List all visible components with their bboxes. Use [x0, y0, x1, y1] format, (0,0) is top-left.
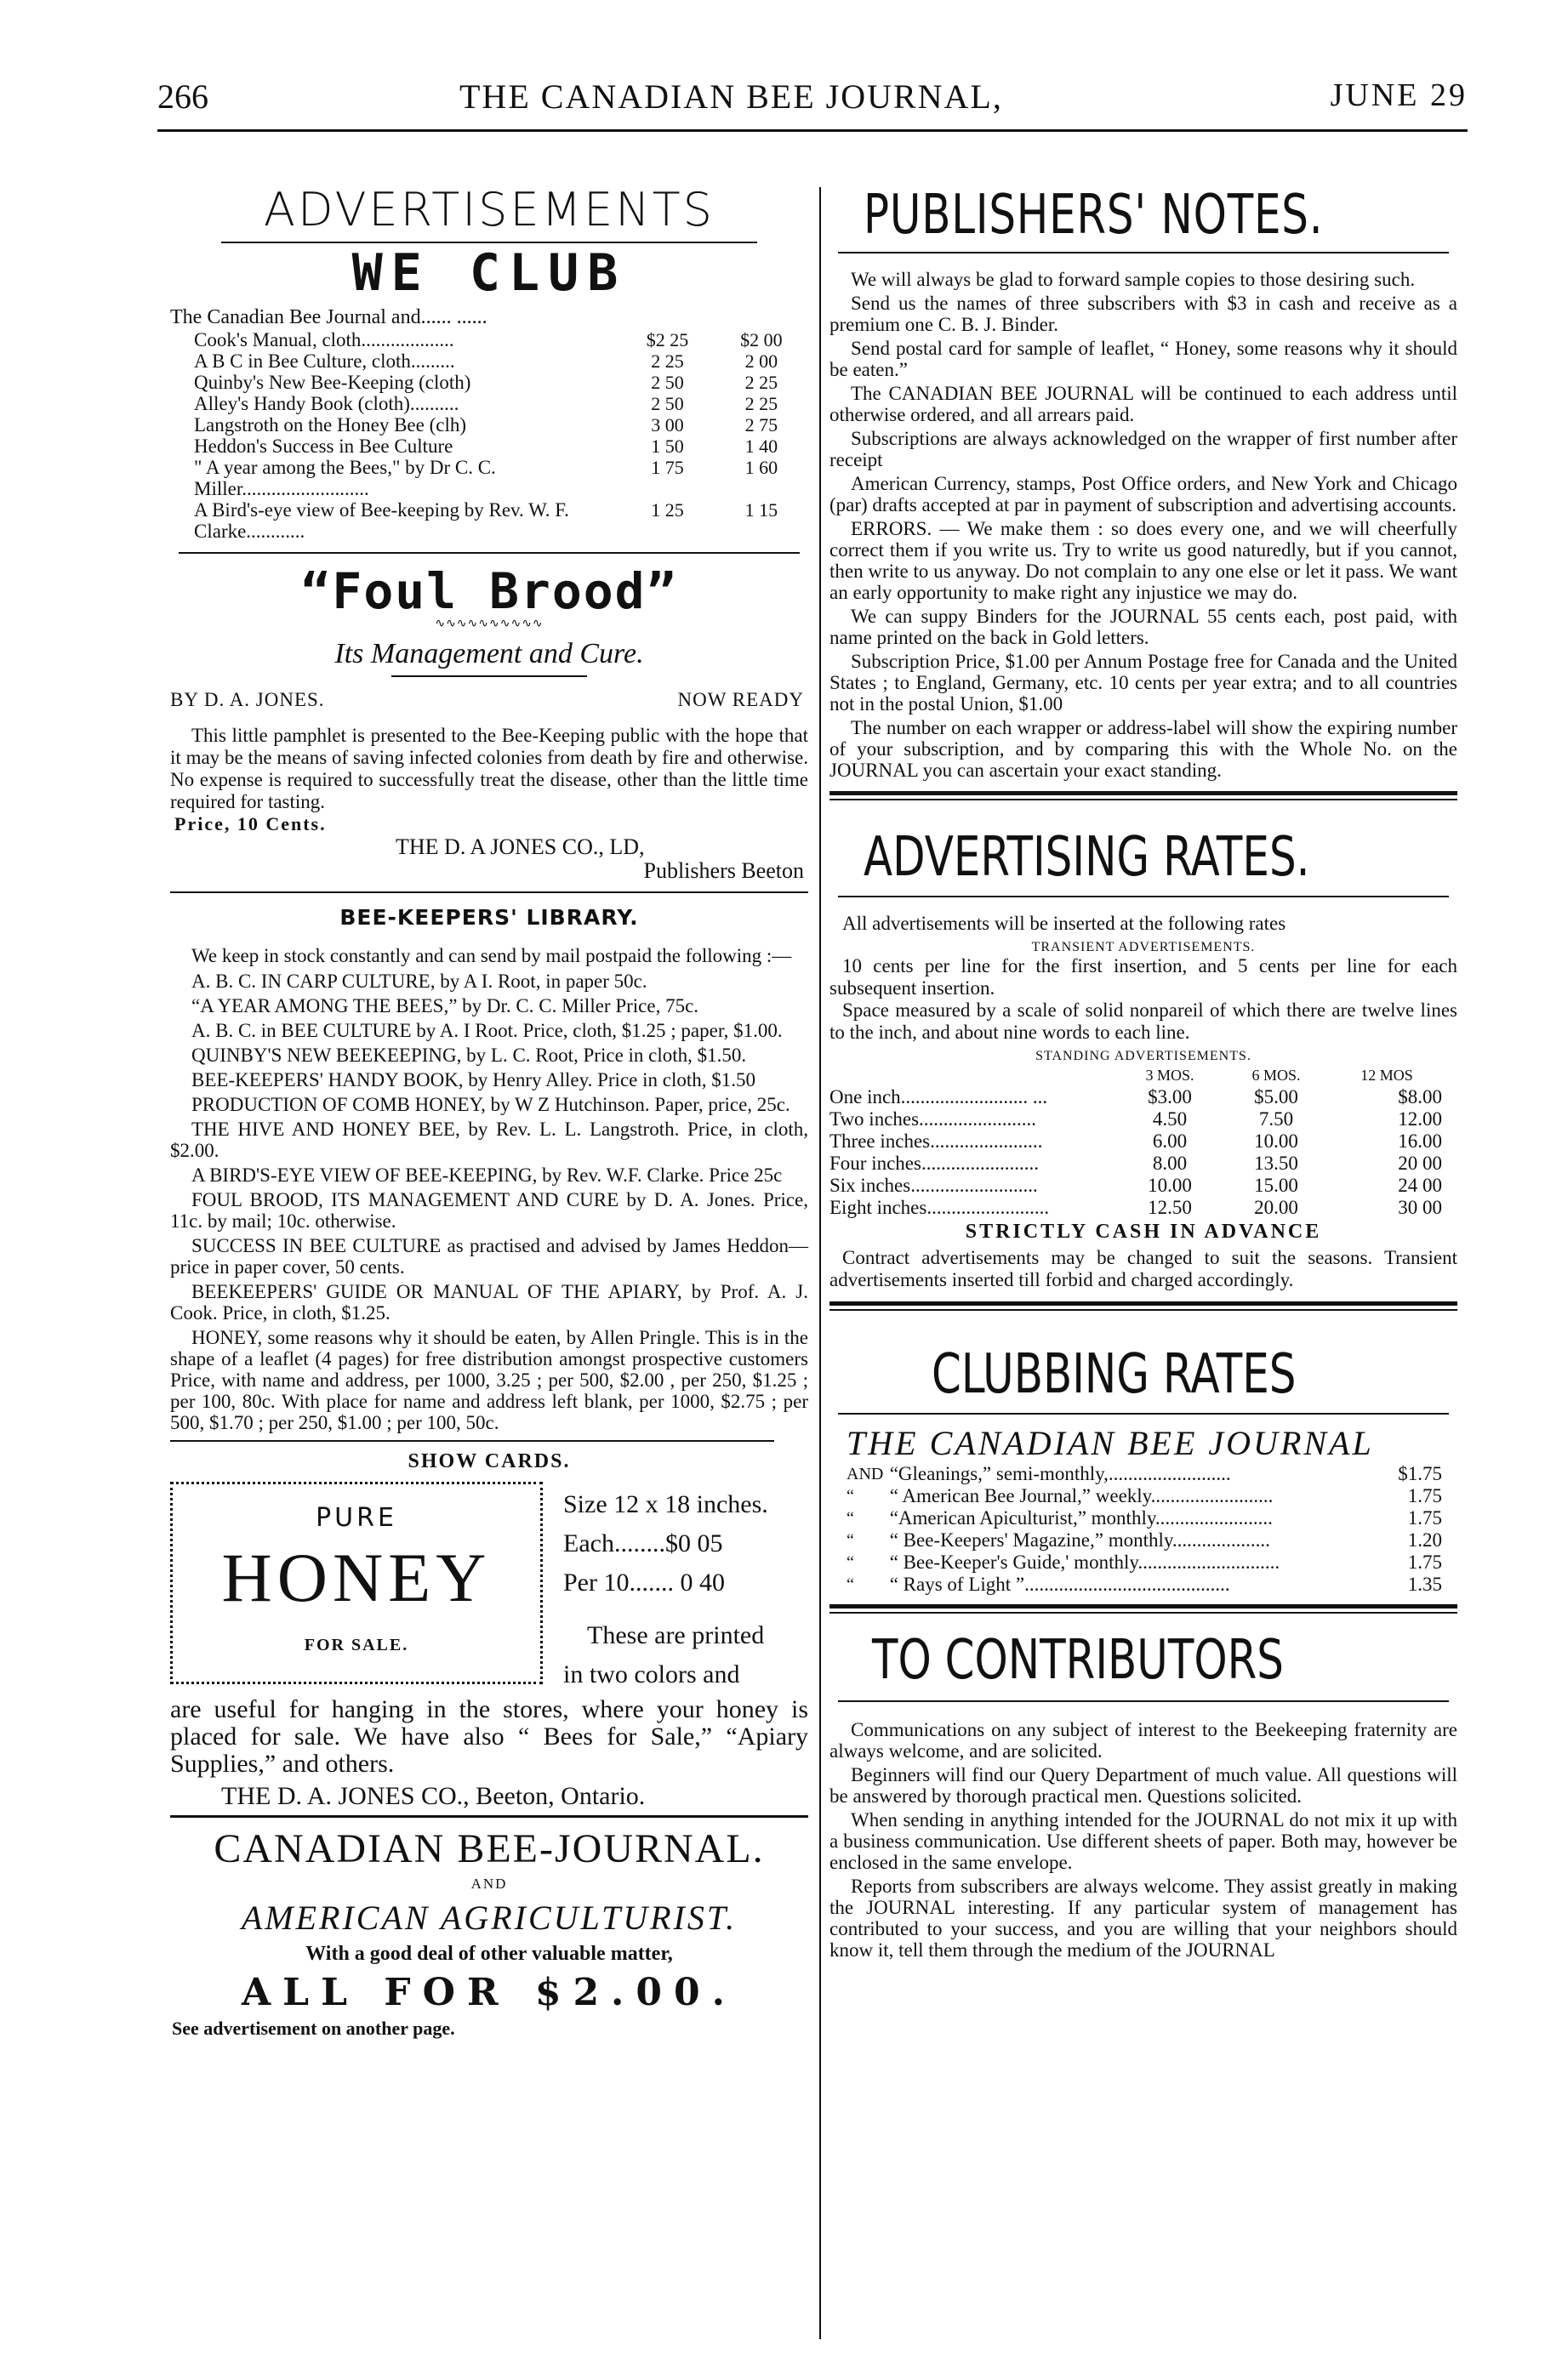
pub-rule	[838, 252, 1449, 253]
contributors-notes	[829, 1719, 1457, 1961]
publishers-note: We will always be glad to forward sample copies to those desiring such.	[851, 269, 1416, 290]
clubbing-price: 1.35	[1407, 1574, 1442, 1595]
club-journal-title: THE CANADIAN BEE JOURNAL	[847, 1424, 1374, 1462]
cbj-see: See advertisement on another page.	[172, 2018, 455, 2039]
library-intro: We keep in stock constantly and can send by mail postpaid the following :—	[191, 945, 792, 966]
rate-3mos: 12.50	[1148, 1197, 1192, 1218]
library-item: A. B. C. IN CARP CULTURE, by A I. Root, in paper 50c.	[191, 971, 647, 992]
transient-title: TRANSIENT ADVERTISEMENTS.	[1031, 940, 1256, 954]
now-ready: NOW READY	[677, 689, 804, 710]
club-price-a: 1 75	[651, 457, 684, 478]
adv-intro: All advertisements will be inserted at the following rates	[842, 913, 1286, 934]
club-price-a: 1 50	[651, 436, 684, 457]
clubbing-name	[890, 1529, 1373, 1552]
clubbing-name	[890, 1507, 1373, 1529]
contributors-note: Beginners will find our Query Department of much value. All questions will be answered by thorough practical men. Questions solicited.	[829, 1764, 1457, 1807]
card-two-colors: in two colors and	[563, 1660, 740, 1688]
publishers-note: Send postal card for sample of leaflet, “ Honey, some reasons why it should be eaten.”	[829, 338, 1457, 380]
header-rule	[157, 129, 1468, 132]
foul-publisher-place: Publishers Beeton	[643, 858, 804, 883]
show-body: are useful for hanging in the stores, where your honey is placed for sale. We have also “ Bees for Sale,” “Apiary Supplies,” and others.	[170, 1695, 808, 1778]
rate-6mos: 10.00	[1254, 1130, 1298, 1152]
club-end-rule-thin	[829, 1612, 1457, 1614]
club-price-b: 1 40	[744, 436, 778, 457]
rate-6mos: 15.00	[1254, 1175, 1298, 1196]
clubbing-row	[847, 1507, 1442, 1529]
cbj-agriculturist: AMERICAN AGRICULTURIST.	[241, 1899, 738, 1937]
adv-rule	[838, 896, 1449, 897]
rate-3mos: $3.00	[1148, 1086, 1192, 1107]
club-price-b: $2 00	[740, 329, 783, 350]
card-printed: These are printed	[587, 1621, 765, 1649]
club-row	[194, 457, 808, 499]
clubbing-rates-heading: CLUBBING RATES	[932, 1343, 1297, 1406]
cbj-price: ALL FOR $2.00.	[242, 1971, 737, 2014]
clubbing-name-text: “Gleanings,” semi-monthly,.........................	[889, 1463, 1231, 1484]
contributors-heading: TO CONTRIBUTORS	[872, 1629, 1284, 1692]
standing-title: STANDING ADVERTISEMENTS.	[1035, 1049, 1251, 1063]
rate-row	[829, 1153, 1442, 1175]
rate-row	[829, 1175, 1442, 1197]
clubbing-prefix: “	[847, 1553, 854, 1572]
club-price-b: 2 00	[744, 350, 778, 372]
foul-price: Price, 10 Cents.	[174, 813, 327, 834]
clubbing-prefix: “	[847, 1509, 854, 1528]
clubbing-price: 1.75	[1407, 1552, 1442, 1573]
clubbing-name	[890, 1574, 1373, 1596]
club-price-b: 2 75	[744, 414, 778, 436]
clubbing-prefix: “	[847, 1575, 854, 1594]
club-price-a: 1 25	[651, 499, 684, 521]
clubbing-row	[847, 1529, 1442, 1552]
library-item: “A YEAR AMONG THE BEES,” by Dr. C. C. Miller Price, 75c.	[191, 995, 699, 1016]
clubbing-row	[847, 1552, 1442, 1574]
library-list	[170, 971, 808, 1433]
library-rule	[170, 1440, 774, 1442]
advertisements-heading: ADVERTISEMENTS	[264, 183, 715, 236]
foul-brood-title: “Foul Brood”	[300, 562, 678, 620]
club-row	[194, 414, 808, 436]
publishers-note: The number on each wrapper or address-label will show the expiring number of your subscription, and by comparing this with the Whole No. on the JOURNAL you can ascertain your exact standing.	[829, 717, 1457, 781]
club-price-a: 2 25	[651, 350, 684, 372]
rate-6mos: 13.50	[1254, 1153, 1298, 1174]
club-price-b: 2 25	[744, 393, 778, 414]
club-item-name: Quinby's New Bee-Keeping (cloth)	[194, 372, 471, 393]
adv-end-rule-thin	[829, 1309, 1457, 1311]
rate-6mos: $5.00	[1254, 1086, 1298, 1107]
clubbing-name	[890, 1485, 1373, 1507]
clubbing-row	[847, 1485, 1442, 1507]
library-item: PRODUCTION OF COMB HONEY, by W Z Hutchinson. Paper, price, 25c.	[191, 1094, 790, 1115]
club-row	[194, 393, 808, 414]
clubbing-name-text: “ Rays of Light ”..........................................	[889, 1574, 1230, 1595]
publishers-note: Subscription Price, $1.00 per Annum Postage free for Canada and the United States ; to England, Germany, etc. 10 cents per year extra; and to all countries not in the postal Union, $1.00	[829, 651, 1457, 715]
issue-date: JUNE 29	[1330, 77, 1468, 113]
library-item: BEE-KEEPERS' HANDY BOOK, by Henry Alley. Price in cloth, $1.50	[191, 1069, 755, 1090]
card-for-sale: FOR SALE.	[304, 1636, 409, 1654]
club-row	[194, 329, 808, 350]
card-size: Size 12 x 18 inches.	[563, 1490, 768, 1518]
rate-12mos: $8.00	[1398, 1086, 1442, 1107]
club-price-a: 3 00	[651, 414, 684, 436]
publishers-note: We can suppy Binders for the JOURNAL 55 cents each, post paid, with name printed on the back in Gold letters.	[829, 606, 1457, 648]
club-table	[194, 329, 808, 542]
rate-12mos: 20 00	[1398, 1153, 1442, 1174]
rate-header-6mos: 6 MOS.	[1251, 1067, 1301, 1084]
we-club-title: WE CLUB	[351, 243, 627, 303]
rate-label: Four inches........................	[829, 1153, 1039, 1174]
clubbing-name-text: “ American Bee Journal,” weekly.........................	[889, 1485, 1274, 1506]
strictly-cash: STRICTLY CASH IN ADVANCE	[965, 1221, 1322, 1243]
club-item-name: " A year among the Bees," by Dr C. C. Miller..........................	[194, 457, 496, 499]
club-price-a: 2 50	[651, 372, 684, 393]
rate-label: Two inches........................	[829, 1108, 1037, 1130]
cbj-title: CANADIAN BEE-JOURNAL.	[214, 1826, 765, 1871]
foul-brood-subtitle: Its Management and Cure.	[334, 638, 644, 669]
rate-label: One inch.......................... ...	[829, 1086, 1048, 1107]
library-item: A BIRD'S-EYE VIEW OF BEE-KEEPING, by Rev. W.F. Clarke. Price 25c	[191, 1164, 783, 1186]
honey-card	[170, 1482, 543, 1684]
clubbing-row	[847, 1574, 1442, 1596]
pub-end-rule-thick	[829, 791, 1457, 795]
club-end-rule-thick	[829, 1604, 1457, 1608]
rate-header-12mos: 12 MOS	[1360, 1067, 1413, 1084]
clubbing-name	[890, 1463, 1373, 1485]
right-column	[829, 145, 1457, 1961]
clubbing-price: 1.20	[1407, 1529, 1442, 1551]
rate-6mos: 20.00	[1254, 1197, 1298, 1218]
clubbing-name-text: “American Apiculturist,” monthly........................	[889, 1507, 1273, 1529]
rate-header-3mos: 3 MOS.	[1145, 1067, 1194, 1084]
club-row	[194, 350, 808, 372]
advertising-rates-heading: ADVERTISING RATES.	[864, 826, 1310, 889]
show-cards-title: SHOW CARDS.	[408, 1450, 571, 1472]
club-item-name: A Bird's-eye view of Bee-keeping by Rev. W. F. Clarke............	[194, 499, 569, 542]
space-body: Space measured by a scale of solid nonpareil of which there are twelve lines to the inch, and about nine words to each line.	[829, 999, 1457, 1043]
rate-6mos: 7.50	[1258, 1108, 1294, 1130]
clubbing-prefix: “	[847, 1531, 854, 1550]
publishers-note: Subscriptions are always acknowledged on the wrapper of first number after receipt	[829, 428, 1457, 470]
contributors-note: Reports from subscribers are always welcome. They assist greatly in making the JOURNAL interesting. If any particular system of management has contributed to your success, and you are willing that your neighbors should know it, tell them through the medium of the JOURNAL	[829, 1876, 1457, 1961]
rate-12mos: 30 00	[1398, 1197, 1442, 1218]
clubbing-row	[847, 1463, 1442, 1485]
club-price-a: 2 50	[651, 393, 684, 414]
library-item: THE HIVE AND HONEY BEE, by Rev. L. L. Langstroth. Price, in cloth, $2.00.	[170, 1119, 808, 1161]
cbj-with: With a good deal of other valuable matter,	[305, 1943, 673, 1965]
club-item-name: Heddon's Success in Bee Culture	[194, 436, 453, 457]
clubbing-price: 1.75	[1407, 1485, 1442, 1506]
contract-body: Contract advertisements may be changed to suit the seasons. Transient advertisements inserted till forbid and charged accordingly.	[829, 1247, 1457, 1290]
show-rule	[170, 1815, 808, 1818]
club-price-b: 2 25	[744, 372, 778, 393]
show-card-block	[170, 1477, 808, 1696]
club-row	[194, 436, 808, 457]
club-item-name: Langstroth on the Honey Bee (clh)	[194, 414, 466, 436]
library-item: FOUL BROOD, ITS MANAGEMENT AND CURE by D. A. Jones. Price, 11c. by mail; 10c. otherwise.	[170, 1189, 808, 1232]
publishers-note: American Currency, stamps, Post Office orders, and New York and Chicago (par) drafts accepted at par in payment of subscription and advertising accounts.	[829, 473, 1457, 515]
card-each: Each........$0 05	[563, 1529, 723, 1557]
contributors-note: When sending in anything intended for the JOURNAL do not mix it up with a business communication. Use different sheets of paper. Both may, however be enclosed in the same envelope.	[829, 1809, 1457, 1873]
publishers-notes-heading: PUBLISHERS' NOTES.	[864, 184, 1324, 247]
cbj-and: AND	[470, 1876, 508, 1892]
rate-label: Eight inches.........................	[829, 1197, 1050, 1218]
column-divider	[819, 187, 821, 2339]
foul-publisher: THE D. A JONES CO., LD,	[396, 834, 645, 859]
foul-author: BY D. A. JONES.	[170, 689, 325, 710]
clubbing-prefix: “	[847, 1487, 854, 1506]
clubbing-name	[890, 1552, 1373, 1574]
transient-body: 10 cents per line for the first insertion, and 5 cents per line for each subsequent insertion.	[829, 955, 1457, 999]
club-rule	[179, 552, 800, 554]
rate-label: Three inches.......................	[829, 1130, 1043, 1152]
author-line	[170, 689, 808, 720]
club-price-b: 1 60	[744, 457, 778, 478]
rate-row	[829, 1197, 1442, 1219]
clubbing-price: 1.75	[1407, 1507, 1442, 1529]
rate-3mos: 8.00	[1152, 1153, 1188, 1174]
rate-label: Six inches..........................	[829, 1175, 1038, 1196]
contributors-note: Communications on any subject of interest to the Beekeeping fraternity are always welcome, and are solicited.	[829, 1719, 1457, 1762]
publishers-note: ERRORS. — We make them : so does every one, and we will cheerfully correct them if you write us. Try to write us good naturedly, but if you cannot, then write to us anyway. Do not complain to any one else or let it pass. We want an early opportunity to make right any injustice we may do.	[829, 518, 1457, 603]
club-rule-right	[838, 1413, 1449, 1415]
rate-12mos: 24 00	[1398, 1175, 1442, 1196]
library-title: BEE-KEEPERS' LIBRARY.	[339, 905, 639, 930]
adv-end-rule-thick	[829, 1301, 1457, 1306]
subtitle-rule	[391, 675, 587, 677]
wave-ornament: ∿∿∿∿∿∿∿∿∿∿	[435, 618, 544, 630]
foul-body: This little pamphlet is presented to the Bee-Keeping public with the hope that it may be the means of saving infected colonies from death by fire and otherwise. No expense is required to successfully treat the disease, other than the little time required for tasting.	[170, 725, 808, 812]
rate-row	[829, 1108, 1442, 1130]
club-item-name: Alley's Handy Book (cloth)..........	[194, 393, 459, 414]
card-honey: HONEY	[221, 1539, 492, 1616]
rate-12mos: 16.00	[1398, 1130, 1442, 1152]
clubbing-table	[847, 1463, 1442, 1596]
pub-end-rule-thin	[829, 799, 1457, 800]
club-price-b: 1 15	[744, 499, 778, 521]
publishers-note: Send us the names of three subscribers with $3 in cash and receive as a premium one C. B. J. Binder.	[829, 293, 1457, 335]
club-intro: The Canadian Bee Journal and...... ......	[170, 306, 487, 328]
library-item: QUINBY'S NEW BEEKEEPING, by L. C. Root, Price in cloth, $1.50.	[191, 1045, 747, 1066]
contrib-rule	[838, 1700, 1449, 1702]
library-item: HONEY, some reasons why it should be eaten, by Allen Pringle. This is in the shape of a leaflet (4 pages) for free distribution amongst prospective customers Price, with name and address, per 1000, 3.25 ; per 500, $2.00 , per 250, $1.25 ; per 100, 80c. With place for name and address left blank, per 1000, $2.75 ; per 500, $1.70 ; per 250, $1.00 ; per 100, 50c.	[170, 1327, 808, 1433]
club-item-name: A B C in Bee Culture, cloth.........	[194, 350, 455, 372]
clubbing-name-text: “ Bee-Keeper's Guide,' monthly.............................	[889, 1552, 1280, 1573]
library-item: BEEKEEPERS' GUIDE OR MANUAL OF THE APIARY, by Prof. A. J. Cook. Price, in cloth, $1.25.	[170, 1281, 808, 1324]
club-row	[194, 372, 808, 393]
clubbing-name-text: “ Bee-Keepers' Magazine,” monthly....................	[889, 1529, 1270, 1551]
clubbing-prefix: AND	[847, 1465, 884, 1483]
rate-3mos: 4.50	[1152, 1108, 1188, 1130]
journal-title: THE CANADIAN BEE JOURNAL,	[459, 77, 1003, 116]
library-item: SUCCESS IN BEE CULTURE as practised and advised by James Heddon—price in paper cover, 50 cents.	[170, 1235, 808, 1278]
show-publisher: THE D. A. JONES CO., Beeton, Ontario.	[221, 1782, 646, 1810]
rate-row	[829, 1130, 1442, 1153]
club-row	[194, 499, 808, 542]
club-item-name: Cook's Manual, cloth...................	[194, 329, 454, 350]
rates-table	[829, 1064, 1442, 1219]
left-column	[170, 145, 808, 2040]
publishers-notes	[829, 269, 1457, 781]
page-number: 266	[157, 77, 208, 116]
rate-3mos: 10.00	[1148, 1175, 1192, 1196]
foul-rule	[170, 891, 808, 893]
clubbing-price: $1.75	[1398, 1463, 1442, 1484]
rate-12mos: 12.00	[1398, 1108, 1442, 1130]
library-item: A. B. C. in BEE CULTURE by A. I Root. Price, cloth, $1.25 ; paper, $1.00.	[191, 1020, 783, 1041]
publishers-note: The CANADIAN BEE JOURNAL will be continued to each address until otherwise ordered, and all arrears paid.	[829, 383, 1457, 425]
rate-3mos: 6.00	[1152, 1130, 1188, 1152]
card-pure: PURE	[316, 1503, 397, 1533]
rate-row	[829, 1086, 1442, 1108]
page-header	[157, 68, 1468, 128]
club-price-a: $2 25	[646, 329, 689, 350]
card-per-ten: Per 10....... 0 40	[563, 1569, 725, 1597]
